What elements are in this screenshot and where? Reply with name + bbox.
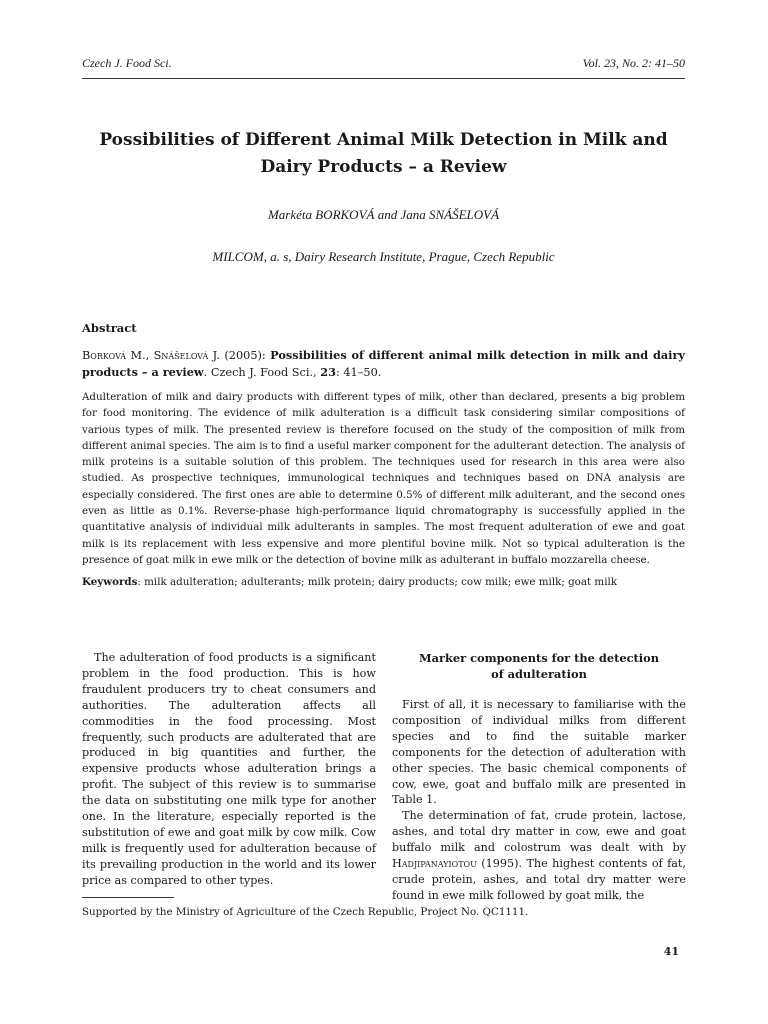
section-heading bbox=[392, 650, 686, 682]
page-number: 41 bbox=[663, 945, 679, 958]
header-divider bbox=[82, 78, 685, 79]
footnote-divider bbox=[82, 897, 174, 898]
keywords-text: : milk adulteration; adulterants; milk protein; dairy products; cow milk; ewe milk; goat milk bbox=[137, 576, 618, 588]
introduction-paragraph: The adulteration of food products is a significant problem in the food production. This is how fraudulent producers try to cheat consumers and authorities. The adulteration affects all commodities in the food processing. Most frequently, such products are adulterated that are produced in big quantities and further, the expensive products whose adulteration brings a profit. The subject of this review is to summarise the data on substituting one milk type for another one. In the literature, especially reported is the substitution of ewe and goat milk by cow milk. Cow milk is frequently used for adulteration because of its prevailing production in the world and its lower price as compared to other types. bbox=[82, 651, 376, 887]
citation-title: Possibilities of different animal milk detection in milk and dairy products – a review bbox=[82, 348, 685, 379]
section-body bbox=[392, 697, 686, 904]
reference-author: Hadjipanayiotou bbox=[392, 857, 477, 871]
keywords-label: Keywords bbox=[82, 576, 138, 588]
section-paragraph-1: First of all, it is necessary to familiarise with the composition of individual milks from different species and to find the suitable marker components for the detection of adulteration with other species. The basic chemical components of cow, ewe, goat and buffalo milk are presented in Table 1. bbox=[392, 698, 686, 807]
section-heading-line1: Marker components for the detection bbox=[418, 651, 660, 665]
section-heading-line2: of adulteration bbox=[491, 667, 587, 681]
para2-start: The determination of fat, crude protein, lactose, ashes, and total dry matter in cow, ewe and goat buffalo milk and colostrum was dealt with by bbox=[392, 809, 686, 855]
citation-authors: Borková M., Snášelová J. (2005): bbox=[82, 349, 271, 362]
abstract-body: Adulteration of milk and dairy products with different types of milk, other than declared, presents a big problem for food monitoring. The evidence of milk adulteration is a difficult task considering similar compositions of various types of milk. The presented review is therefore focused on the study of the composition of milk from different animal species. The aim is to find a useful marker component for the adulterant detection. The analysis of milk proteins is a suitable solution of this problem. The techniques used for research in this area were also studied. As prospective techniques, immunological techniques and techniques based on DNA analysis are especially considered. The first ones are able to determine 0.5% of different milk adulterant, and the second ones even as little as 0.1%. Reverse-phase high-performance liquid chromatography is successfully applied in the quantitative analysis of individual milk adulterants in samples. The most frequent adulteration of ewe and goat milk is its replacement with less expensive and more plentiful bovine milk. Not so typical adulteration is the presence of goat milk in ewe milk or the detection of bovine milk as adulterant in buffalo mozzarella cheese. bbox=[82, 391, 685, 566]
citation-pages: : 41–50. bbox=[335, 366, 382, 379]
para2-end: (1995). The highest contents of fat, crude protein, ashes, and total dry matter were found in ewe milk followed by goat milk, the bbox=[392, 857, 686, 902]
paper-title: Possibilities of Different Animal Milk Detection in Milk and Dairy Products – a Review bbox=[99, 130, 668, 177]
journal-name: Czech J. Food Sci. bbox=[82, 56, 172, 70]
affiliation: MILCOM, a. s, Dairy Research Institute, Prague, Czech Republic bbox=[212, 249, 555, 264]
citation-journal: . Czech J. Food Sci., bbox=[203, 366, 321, 379]
footnote: Supported by the Ministry of Agriculture of the Czech Republic, Project No. QC1111. bbox=[82, 906, 529, 918]
citation-volume: 23 bbox=[320, 365, 336, 379]
volume-info: Vol. 23, No. 2: 41–50 bbox=[582, 56, 685, 70]
citation bbox=[82, 347, 685, 381]
authors: Markéta BORKOVÁ and Jana SNÁŠELOVÁ bbox=[267, 207, 500, 222]
keywords bbox=[82, 576, 685, 588]
section-paragraph-2 bbox=[392, 808, 686, 903]
abstract-heading: Abstract bbox=[82, 321, 137, 335]
